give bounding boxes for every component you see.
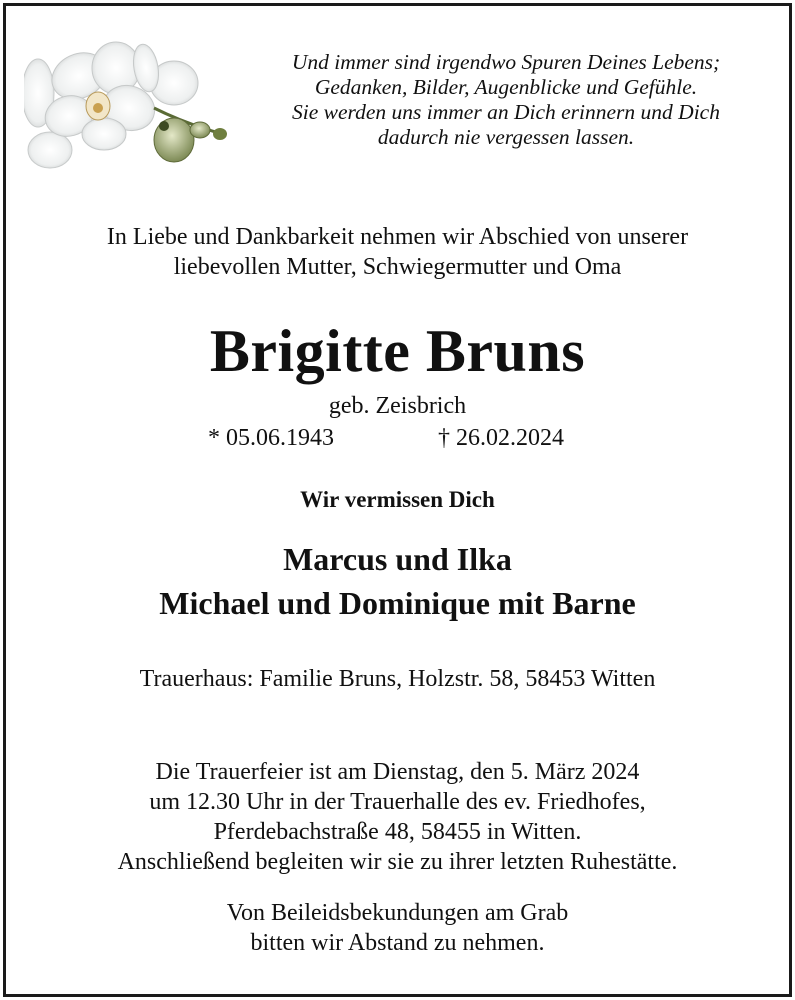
- poem-line: Gedanken, Bilder, Augenblicke und Gefühle.: [314, 75, 698, 99]
- family-line: Marcus und Ilka: [283, 541, 512, 577]
- poem-line: Und immer sind irgendwo Spuren Deines Lebens;: [291, 50, 721, 74]
- miss-line: Wir vermissen Dich: [300, 487, 495, 512]
- service-line: Pferdebachstraße 48, 58455 in Witten.: [213, 819, 582, 845]
- service-line: Anschließend begleiten wir sie zu ihrer letzten Ruhestätte.: [117, 849, 678, 875]
- family-line: Michael und Dominique mit Barne: [159, 585, 636, 621]
- intro-line: In Liebe und Dankbarkeit nehmen wir Abschied von unserer: [106, 224, 689, 250]
- service-line: Die Trauerfeier ist am Dienstag, den 5. März 2024: [155, 759, 640, 785]
- poem-line: Sie werden uns immer an Dich erinnern und Dich: [292, 100, 720, 124]
- intro-text: [0, 222, 795, 282]
- trauerhaus-address: Trauerhaus: Familie Bruns, Holzstr. 58, 58453 Witten: [139, 666, 656, 692]
- deceased-name: Brigitte Bruns: [209, 318, 586, 384]
- death-date: † 26.02.2024: [438, 425, 564, 451]
- intro-line: liebevollen Mutter, Schwiegermutter und Oma: [173, 254, 622, 280]
- poem-line: dadurch nie vergessen lassen.: [377, 125, 635, 149]
- poem: [240, 50, 772, 150]
- condolence-line: bitten wir Abstand zu nehmen.: [250, 930, 545, 956]
- birth-date: * 05.06.1943: [208, 425, 334, 451]
- maiden-name: geb. Zeisbrich: [328, 393, 467, 419]
- condolence-line: Von Beileidsbekundungen am Grab: [226, 900, 569, 926]
- service-line: um 12.30 Uhr in der Trauerhalle des ev. Friedhofes,: [149, 789, 646, 815]
- condolence-note: [0, 898, 795, 958]
- family-names: [0, 537, 795, 625]
- service-details: [0, 757, 795, 877]
- white-orchid-icon: [24, 38, 234, 178]
